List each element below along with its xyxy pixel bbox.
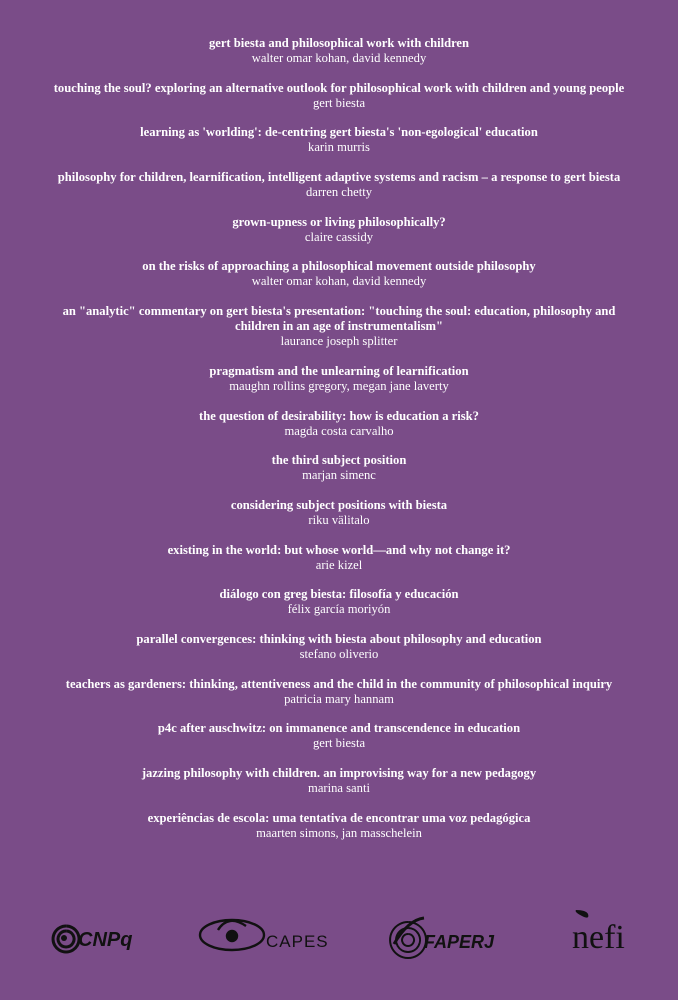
- article-authors: maarten simons, jan masschelein: [256, 825, 422, 840]
- toc-entry: [0, 543, 678, 573]
- article-authors: arie kizel: [315, 557, 363, 572]
- capes-logo-text: CAPES: [266, 932, 329, 951]
- article-title: philosophy for children, learnification, intelligent adaptive systems and racism – a response to gert biesta: [57, 170, 621, 185]
- faperj-logo: [384, 900, 514, 960]
- nefi-logo: [572, 900, 652, 960]
- toc-entry: [0, 364, 678, 394]
- article-title: parallel convergences: thinking with biesta about philosophy and education: [136, 631, 542, 646]
- toc-entry: [0, 259, 678, 289]
- toc-entry: [0, 453, 678, 483]
- article-authors: darren chetty: [305, 185, 373, 200]
- article-authors: karin murris: [308, 140, 370, 155]
- article-title: considering subject positions with biesta: [230, 497, 448, 512]
- toc-entry: [0, 587, 678, 617]
- cnpq-logo-text: CNPq: [78, 929, 133, 951]
- article-title: grown-upness or living philosophically?: [232, 214, 446, 229]
- capes-logo: [198, 900, 333, 960]
- toc-entry: [0, 304, 678, 349]
- table-of-contents: [0, 36, 678, 855]
- capes-logo-graphic: [198, 900, 333, 960]
- faperj-logo-graphic: [384, 900, 514, 960]
- article-authors: marina santi: [308, 781, 370, 795]
- article-authors: marjan simenc: [302, 468, 376, 483]
- toc-entry: [0, 498, 678, 528]
- article-authors: gert biesta: [312, 95, 366, 110]
- article-authors: laurance joseph splitter: [280, 334, 398, 349]
- toc-entry: [0, 215, 678, 245]
- toc-entry: [0, 811, 678, 841]
- article-title: teachers as gardeners: thinking, attentiveness and the child in the community of philosophical inquiry: [65, 676, 613, 691]
- toc-entry: [0, 766, 678, 796]
- article-authors: félix garcía moriyón: [287, 602, 391, 617]
- article-title: learning as 'worlding': de-centring gert biesta's 'non-egological' education: [140, 125, 538, 140]
- article-authors: patricia mary hannam: [284, 691, 394, 706]
- sponsor-logos: [0, 900, 678, 960]
- article-title: pragmatism and the unlearning of learnification: [209, 363, 469, 378]
- article-authors: walter omar kohan, david kennedy: [251, 274, 427, 289]
- article-title: gert biesta and philosophical work with children: [208, 36, 470, 50]
- toc-entry: [0, 409, 678, 439]
- article-title: the question of desirability: how is education a risk?: [199, 408, 479, 423]
- nefi-logo-graphic: [572, 900, 652, 960]
- cnpq-logo: [44, 900, 154, 960]
- article-authors: claire cassidy: [304, 229, 374, 244]
- nefi-logo-text: nefi: [572, 919, 625, 956]
- article-title: existing in the world: but whose world—and why not change it?: [167, 542, 511, 557]
- toc-entry: [0, 721, 678, 751]
- article-title: touching the soul? exploring an alternative outlook for philosophical work with children and young people: [53, 80, 625, 95]
- toc-entry: [0, 81, 678, 111]
- article-title: jazzing philosophy with children. an improvising way for a new pedagogy: [141, 766, 537, 780]
- article-title: p4c after auschwitz: on immanence and transcendence in education: [157, 721, 521, 736]
- toc-entry: [0, 125, 678, 155]
- article-authors: gert biesta: [312, 736, 366, 751]
- article-title: on the risks of approaching a philosophical movement outside philosophy: [142, 259, 536, 274]
- article-title: the third subject position: [271, 453, 407, 468]
- article-authors: maughn rollins gregory, megan jane laverty: [229, 378, 449, 393]
- article-authors: stefano oliverio: [299, 646, 379, 661]
- toc-entry: [0, 632, 678, 662]
- toc-entry: [0, 170, 678, 200]
- article-authors: walter omar kohan, david kennedy: [251, 51, 427, 65]
- cnpq-logo-graphic: [44, 900, 154, 960]
- article-authors: riku välitalo: [308, 512, 370, 527]
- article-title: experiências de escola: uma tentativa de encontrar uma voz pedagógica: [147, 810, 531, 825]
- toc-entry: [0, 677, 678, 707]
- article-title: diálogo con greg biesta: filosofía y educación: [219, 587, 459, 602]
- faperj-logo-text: FAPERJ: [424, 932, 495, 952]
- toc-entry: [0, 36, 678, 66]
- article-authors: magda costa carvalho: [284, 423, 394, 438]
- article-title: an "analytic" commentary on gert biesta's presentation: "touching the soul: education, philosophy and children in an age of instrumentalism": [62, 304, 616, 334]
